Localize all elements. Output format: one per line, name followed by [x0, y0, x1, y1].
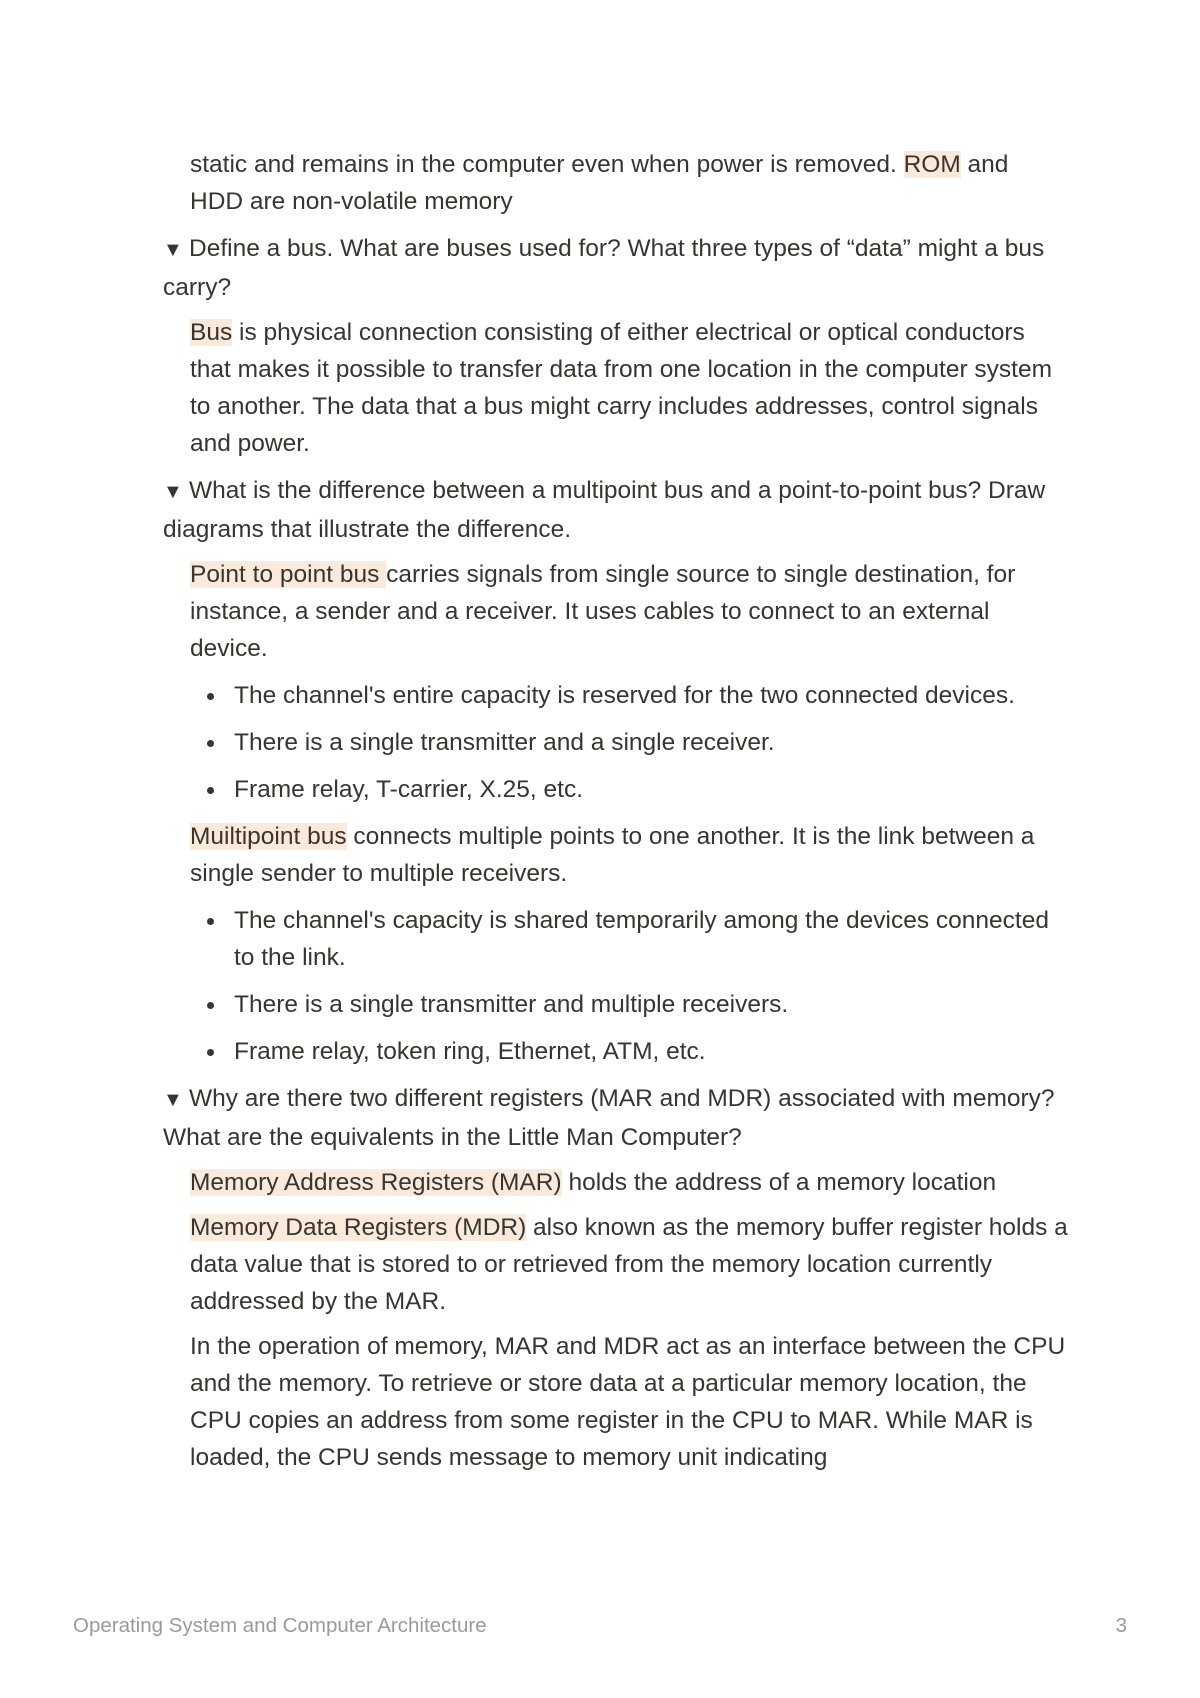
answer-mdr: Memory Data Registers (MDR) also known as the memory buffer register holds a data value that is stored to or retrieved from the memory location currently addressed by the MAR.: [190, 1214, 1068, 1315]
page-footer: [73, 1614, 1127, 1638]
toggle-triangle-icon[interactable]: ▼: [163, 1089, 183, 1111]
list-item: There is a single transmitter and a single receiver.: [163, 724, 1068, 761]
answer-mar: Memory Address Registers (MAR) holds the address of a memory location: [190, 1169, 997, 1196]
point-to-point-list: [163, 677, 1068, 808]
answer-bus: Bus is physical connection consisting of either electrical or optical conductors that makes it possible to transfer data from one location in the computer system to another. The data that a bus might carry includes addresses, control signals and power.: [190, 319, 1052, 457]
toggle-question-multipoint[interactable]: ▼ What is the difference between a multipoint bus and a point-to-point bus? Draw diagrams that illustrate the difference.: [163, 472, 1068, 548]
page-content: [163, 146, 1068, 1476]
answer-multipoint: Muiltipoint bus connects multiple points to one another. It is the link between a single sender to multiple receivers.: [190, 823, 1035, 887]
highlight-mdr: Memory Data Registers (MDR): [190, 1214, 527, 1241]
toggle-question-registers[interactable]: ▼ Why are there two different registers (MAR and MDR) associated with memory? What are the equivalents in the Little Man Computer?: [163, 1080, 1068, 1156]
page-number: 3: [1115, 1614, 1127, 1637]
bullet-icon: [207, 787, 214, 794]
highlight-bus: Bus: [190, 319, 233, 346]
multipoint-list: [163, 902, 1068, 1070]
continued-paragraph: static and remains in the computer even when power is removed. ROM and HDD are non-volatile memory: [190, 151, 1009, 215]
list-item: Frame relay, token ring, Ethernet, ATM, etc.: [163, 1033, 1068, 1070]
list-item: There is a single transmitter and multiple receivers.: [163, 986, 1068, 1023]
list-item: The channel's entire capacity is reserved for the two connected devices.: [163, 677, 1068, 714]
bullet-icon: [207, 918, 214, 925]
footer-title: Operating System and Computer Architecture: [73, 1614, 487, 1637]
list-item: The channel's capacity is shared temporarily among the devices connected to the link.: [163, 902, 1068, 976]
toggle-triangle-icon[interactable]: ▼: [163, 481, 183, 503]
answer-point-to-point: Point to point bus carries signals from single source to single destination, for instance, a sender and a receiver. It uses cables to connect to an external device.: [190, 561, 1016, 662]
toggle-question-bus[interactable]: ▼ Define a bus. What are buses used for? What three types of “data” might a bus carry?: [163, 230, 1068, 306]
bullet-icon: [207, 693, 214, 700]
highlight-point-to-point: Point to point bus: [190, 561, 387, 588]
toggle-triangle-icon[interactable]: ▼: [163, 239, 183, 261]
highlight-multipoint: Muiltipoint bus: [190, 823, 347, 850]
list-item: Frame relay, T-carrier, X.25, etc.: [163, 771, 1068, 808]
bullet-icon: [207, 740, 214, 747]
answer-operation: In the operation of memory, MAR and MDR act as an interface between the CPU and the memory. To retrieve or store data at a particular memory location, the CPU copies an address from some register in the CPU to MAR. While MAR is loaded, the CPU sends message to memory unit indicating: [190, 1333, 1066, 1471]
bullet-icon: [207, 1002, 214, 1009]
highlight-rom: ROM: [903, 151, 961, 178]
highlight-mar: Memory Address Registers (MAR): [190, 1169, 562, 1196]
bullet-icon: [207, 1049, 214, 1056]
